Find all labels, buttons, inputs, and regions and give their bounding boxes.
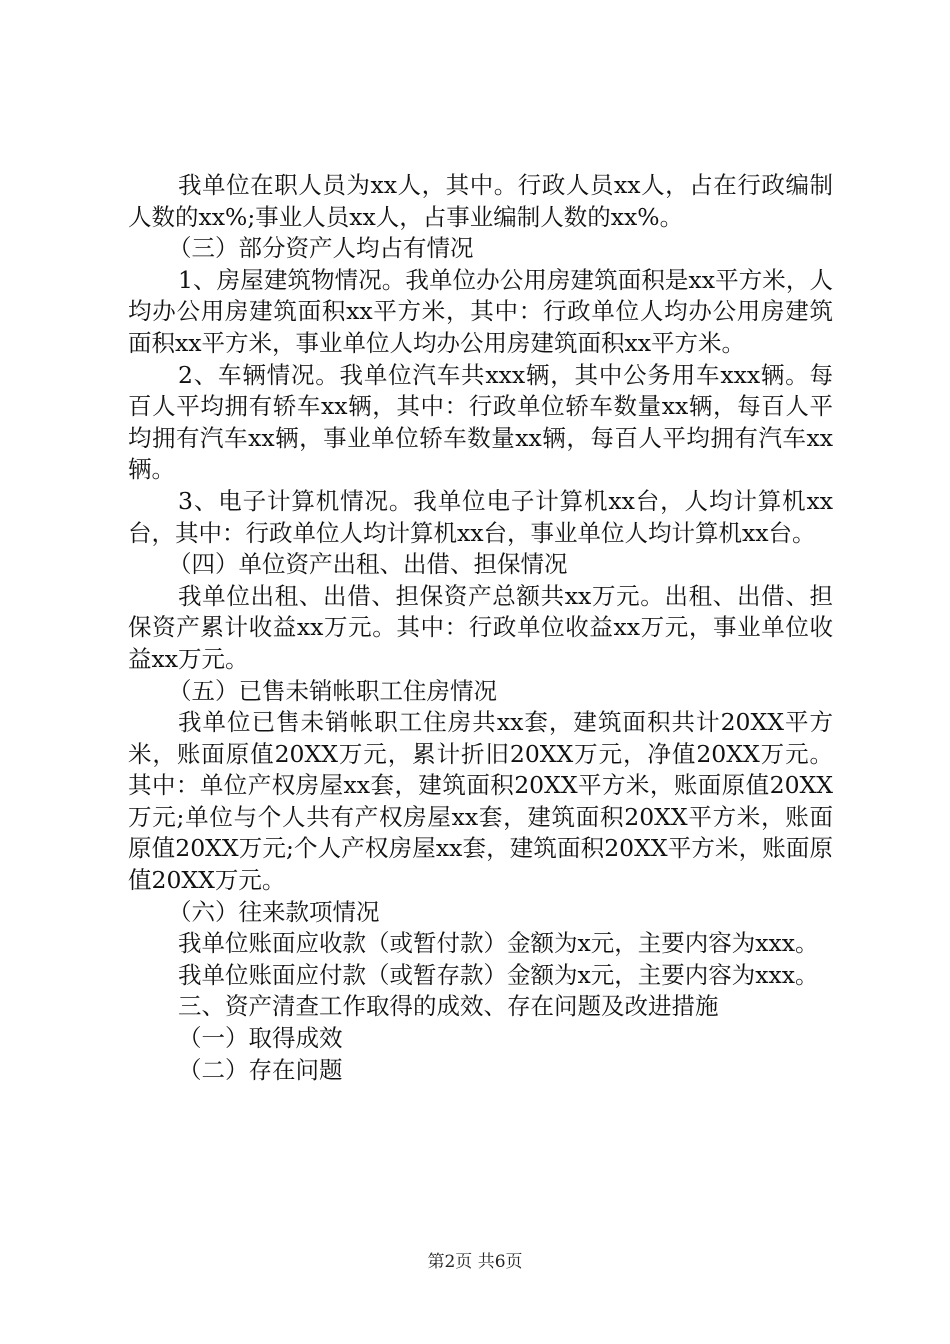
subheading-problems: （二）存在问题: [178, 1055, 343, 1084]
paragraph-housing: 我单位已售未销帐职工住房共xx套，建筑面积共计20XX平方米，账面原值20XX万元，累计折旧20XX万元，净值20XX万元。其中：单位产权房屋xx套，建筑面积20XX平方米，账面原值20XX万元;单位与个人共有产权房屋xx套，建筑面积20XX平方米，账面原值20XX万元;个人产权房屋xx套，建筑面积20XX平方米，账面原值20XX万元。: [128, 708, 833, 895]
section-heading-4: （四）单位资产出租、出借、担保情况: [168, 550, 568, 579]
paragraph-payables: 我单位账面应付款（或暂存款）金额为x元，主要内容为xxx。: [178, 960, 819, 989]
subheading-achievements: （一）取得成效: [178, 1024, 343, 1053]
paragraph-vehicles: 2、车辆情况。我单位汽车共xxx辆，其中公务用车xxx辆。每百人平均拥有轿车xx辆，其中：行政单位轿车数量xx辆，每百人平均拥有汽车xx辆，事业单位轿车数量xx辆，每百人平均拥有汽车xx辆。: [128, 360, 833, 484]
page-footer: 第2页 共6页: [427, 1252, 523, 1272]
paragraph-computers: 3、电子计算机情况。我单位电子计算机xx台，人均计算机xx台，其中：行政单位人均计算机xx台，事业单位人均计算机xx台。: [128, 486, 833, 547]
paragraph-buildings: 1、房屋建筑物情况。我单位办公用房建筑面积是xx平方米，人均办公用房建筑面积xx平方米，其中：行政单位人均办公用房建筑面积xx平方米，事业单位人均办公用房建筑面积xx平方米。: [128, 265, 833, 357]
section-heading-3: （三）部分资产人均占有情况: [168, 234, 474, 263]
section-heading-5: （五）已售未销帐职工住房情况: [168, 676, 497, 705]
section-heading-6: （六）往来款项情况: [168, 897, 380, 926]
paragraph-staff: 我单位在职人员为xx人，其中。行政人员xx人，占在行政编制人数的xx%;事业人员xx人，占事业编制人数的xx%。: [128, 171, 833, 231]
paragraph-rental: 我单位出租、出借、担保资产总额共xx万元。出租、出借、担保资产累计收益xx万元。其中：行政单位收益xx万元，事业单位收益xx万元。: [128, 581, 833, 673]
paragraph-receivables: 我单位账面应收款（或暂付款）金额为x元，主要内容为xxx。: [178, 929, 819, 958]
section-heading-part-3: 三、资产清查工作取得的成效、存在问题及改进措施: [178, 992, 719, 1021]
document-body: [128, 170, 833, 1086]
